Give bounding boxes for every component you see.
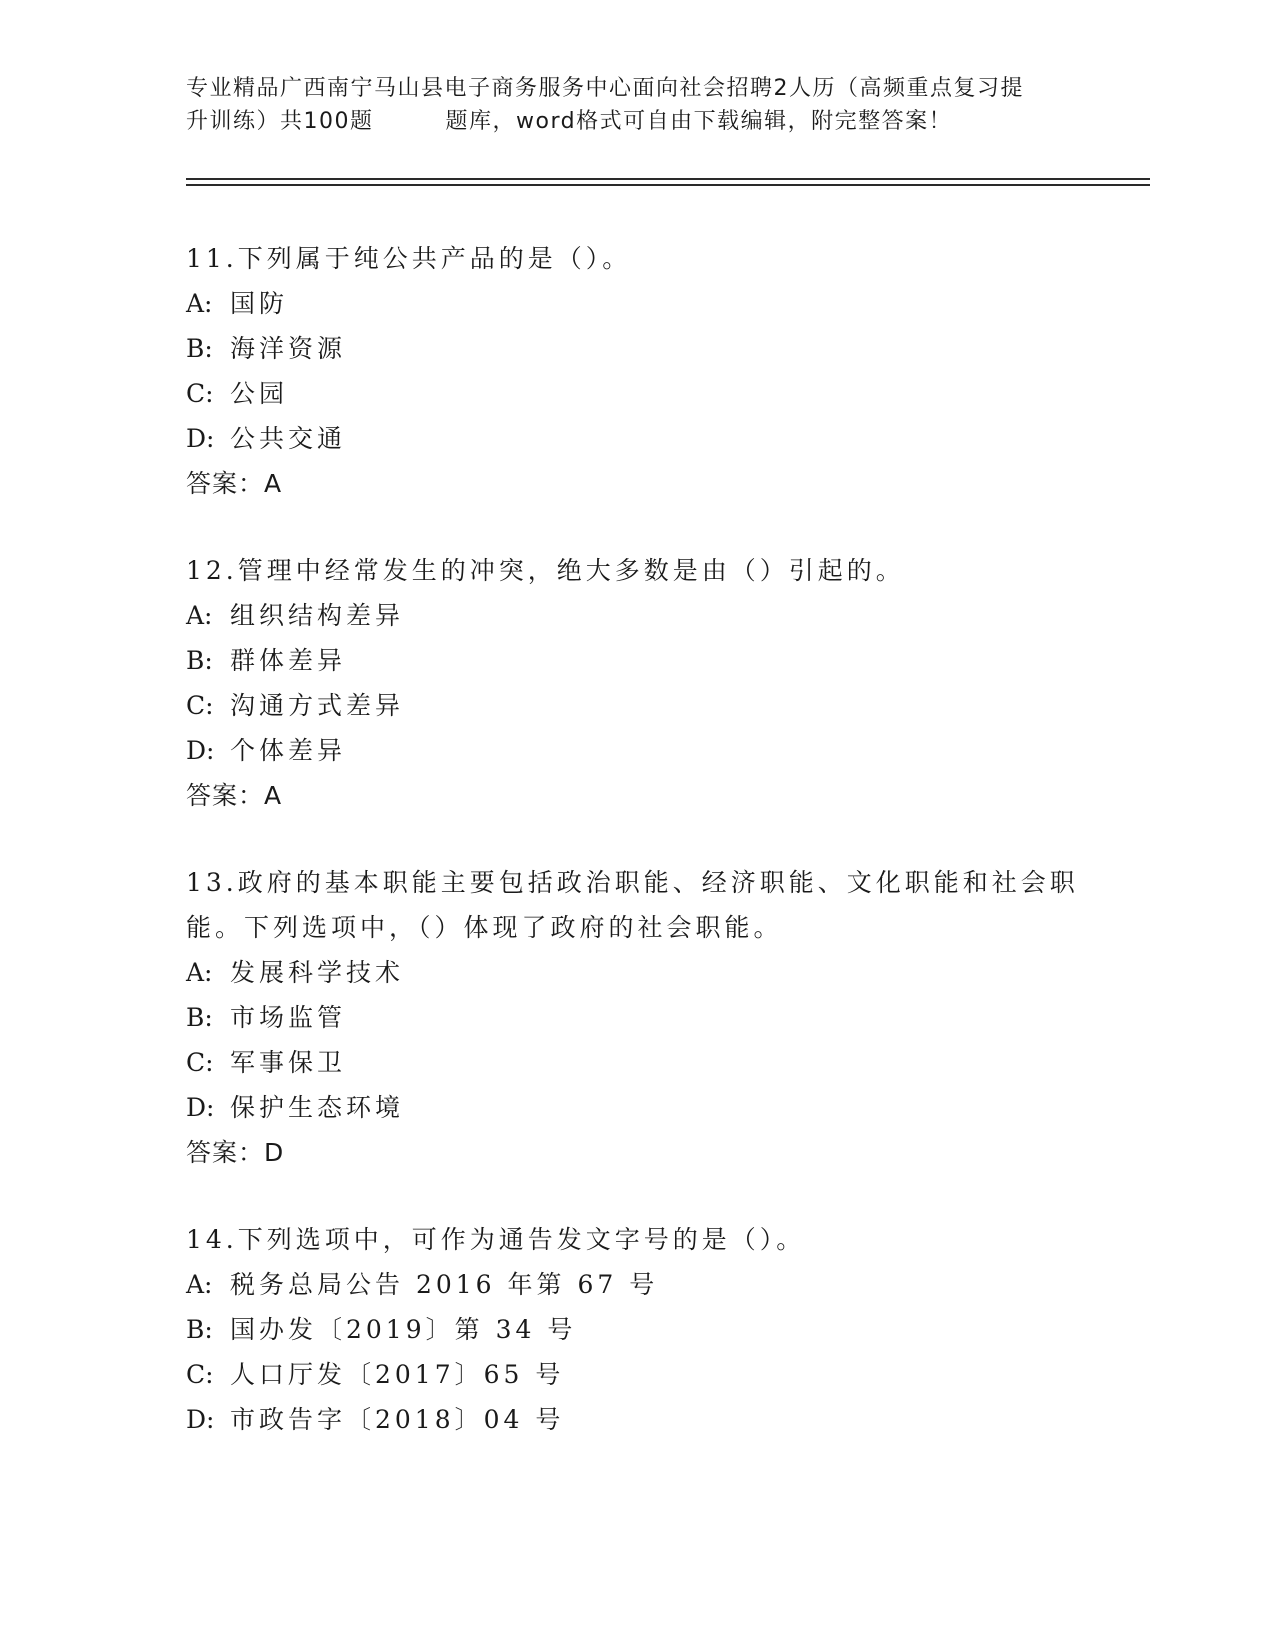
option-c — [186, 1040, 1086, 1085]
option-letter: B: — [186, 334, 213, 363]
option-letter: A: — [186, 601, 213, 630]
option-letter: D: — [186, 736, 215, 765]
option-d — [186, 1085, 1086, 1130]
option-letter: A: — [186, 289, 213, 318]
option-letter: A: — [186, 958, 213, 987]
option-d — [186, 416, 1086, 461]
option-text: 国办发〔2019〕第 34 号 — [230, 1315, 577, 1344]
header-line-2 — [186, 105, 1086, 138]
option-letter: D: — [186, 424, 215, 453]
option-d — [186, 1397, 1086, 1442]
option-letter: C: — [186, 691, 214, 720]
question-13 — [186, 860, 1086, 1175]
option-c — [186, 1352, 1086, 1397]
option-d — [186, 728, 1086, 773]
option-letter: B: — [186, 1315, 213, 1344]
option-letter: B: — [186, 646, 213, 675]
option-text: 个体差异 — [230, 736, 347, 765]
header-divider-bottom — [186, 184, 1150, 186]
question-14 — [186, 1217, 1086, 1442]
option-a — [186, 950, 1086, 995]
option-letter: C: — [186, 1048, 214, 1077]
option-letter: B: — [186, 1003, 213, 1032]
option-text: 组织结构差异 — [230, 601, 405, 630]
option-text: 群体差异 — [230, 646, 347, 675]
option-text: 保护生态环境 — [230, 1093, 405, 1122]
option-text: 公园 — [230, 379, 289, 408]
question-11 — [186, 236, 1086, 506]
header-line-2-part-b: 题库，word格式可自由下载编辑，附完整答案！ — [445, 109, 953, 134]
option-text: 军事保卫 — [230, 1048, 347, 1077]
option-b — [186, 1307, 1086, 1352]
option-letter: D: — [186, 1405, 215, 1434]
option-text: 市政告字〔2018〕04 号 — [230, 1405, 565, 1434]
answer-line: 答案：A — [186, 781, 283, 810]
option-letter: A: — [186, 1270, 213, 1299]
option-b — [186, 326, 1086, 371]
question-stem: 12.管理中经常发生的冲突，绝大多数是由（）引起的。 — [186, 556, 905, 585]
option-a — [186, 593, 1086, 638]
option-b — [186, 638, 1086, 683]
question-stem: 13.政府的基本职能主要包括政治职能、经济职能、文化职能和社会职能。下列选项中，（）体现了政府的社会职能。 — [186, 868, 1079, 942]
option-text: 税务总局公告 2016 年第 67 号 — [230, 1270, 659, 1299]
option-letter: D: — [186, 1093, 215, 1122]
answer-line: 答案：D — [186, 1138, 285, 1167]
option-a — [186, 281, 1086, 326]
option-text: 沟通方式差异 — [230, 691, 405, 720]
option-b — [186, 995, 1086, 1040]
option-text: 发展科学技术 — [230, 958, 405, 987]
header-line-2-part-a: 升训练）共100题 — [186, 109, 374, 134]
option-letter: C: — [186, 379, 214, 408]
question-list — [186, 236, 1086, 1484]
document-header — [186, 72, 1086, 138]
question-12 — [186, 548, 1086, 818]
option-text: 国防 — [230, 289, 289, 318]
option-text: 公共交通 — [230, 424, 347, 453]
option-c — [186, 683, 1086, 728]
option-text: 人口厅发〔2017〕65 号 — [230, 1360, 565, 1389]
option-text: 海洋资源 — [230, 334, 347, 363]
header-divider-top — [186, 178, 1150, 180]
header-line-1: 专业精品广西南宁马山县电子商务服务中心面向社会招聘2人历（高频重点复习提 — [186, 76, 1024, 101]
option-a — [186, 1262, 1086, 1307]
answer-line: 答案：A — [186, 469, 283, 498]
option-c — [186, 371, 1086, 416]
question-stem: 11.下列属于纯公共产品的是（）。 — [186, 244, 632, 273]
option-text: 市场监管 — [230, 1003, 347, 1032]
option-letter: C: — [186, 1360, 214, 1389]
question-stem: 14.下列选项中，可作为通告发文字号的是（）。 — [186, 1225, 806, 1254]
